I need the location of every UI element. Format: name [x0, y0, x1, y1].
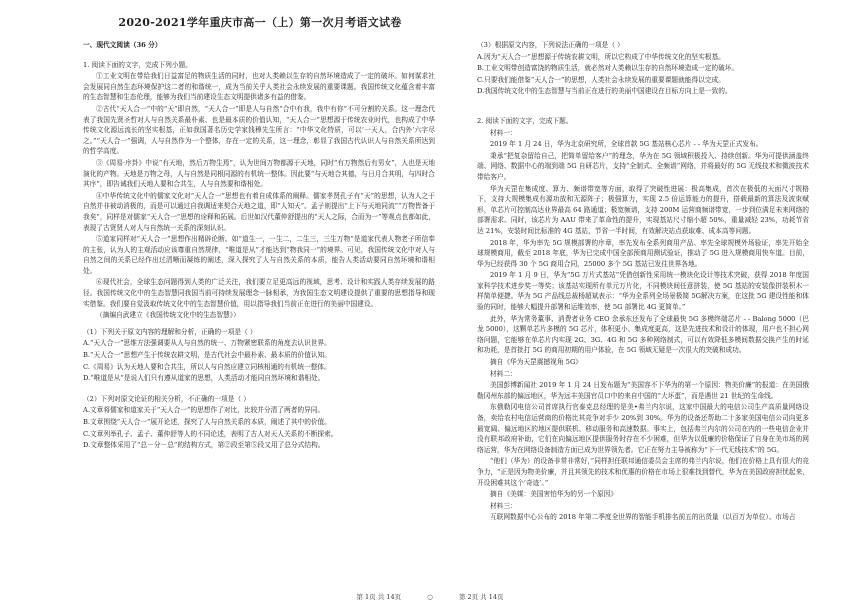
- material-paragraph: “他们（华为）的设备非常非常好，”同样担任联邦通信委员会主席的弗兰内尔说，他们在价格上具有很大的竞争力，“正是因为物美价廉，并且其领先的技术和优惠的价格在市场上很难找到替代，华为在美国政府担忧起来，开设困难其这个‘奇迹’。”: [477, 457, 809, 487]
- material-label: 材料三：: [490, 501, 517, 510]
- sub-question-stem: （1）下列关于原文内容的理解和分析，正确的一项是（ ）: [83, 327, 257, 336]
- sub-question-stem: （3）根据原文内容，下列说法正确的一项是（ ）: [477, 41, 624, 49]
- exam-title: 2020-2021学年重庆市高一（上）第一次月考语文试卷: [118, 16, 402, 29]
- material-paragraph: 此外，华为常务董事、消费者业务 CEO 余承东还发布了全球最快 5G 多模终端芯片 - - Balong 5000（巴龙 5000），这颗单芯片多模的 5G 芯片，体积更小、集成度更高，这是先进技术和设计的体现，用户也不担心网络问题，它能够在单芯片内实现 2G、3G、4G 和 5G 多种网络制式，可以有效降低多模间数据交换产生的时延和功耗，是首批打 5G 的商用初期的用户体验，在 5G 领域无疑是一次很大的突破和成功。: [477, 314, 809, 355]
- option-d: D.我国传统文化中的生态智慧与当前正在进行的美丽中国建设在目标方向上是一致的。: [477, 87, 732, 96]
- option-b: B.“天人合一”思想产生于传统农耕文明，是古代社会中最朴素、最本质的价值认知。: [83, 351, 331, 360]
- option-b: B.文章围绕“天人合一”展开论述，探究了人与自然关系的本质，阐述了其中的价值。: [83, 418, 331, 426]
- page-footer: [0, 592, 860, 601]
- option-a: A.“天人合一”思维方法强调要从人与自然的统一、万物紧密联系的角度去认识世界。: [83, 339, 331, 348]
- option-a: A.因为“天人合一”思想源于传统农耕文明，所以它构成了中华传统文化的坚实根基。: [477, 52, 725, 61]
- material-paragraph: 2019 年 1 月 9 日，华为“5G 万片式基站”凭借创新性采用统一模块化设计等技术突破，获得 2018 年度国家科学技术进步奖一等奖；该基站实现所有单元万片化，不同模块间任意拼装，使 5G 基站的安装像拼装积木一样简单便捷。华为 5G 产品线总裁杨超斌表示：“华为全系列全场景极简 5G解决方案，在这批 5G 建设性能和体验的同时，能够大幅提升部署和运维效率，使 5G 部署比 4G 更简单。”: [477, 271, 809, 312]
- material-paragraph: 华为天罡在集成度、算力、频谱带宽等方面，取得了突破性进展：极高集成，首次在极低的天面尺寸规格下，支持大规模集成有源功放和无源阵子；极强算力，实现 2.5 倍运算能力的提升，搭载最新的算法及波束赋形，单芯片可控制高达业界最高 64 路通道；极宽频谱，支持 200M 运营商频谱带宽，一步到位满足未来网络的部署需求。同时，该芯片为 AAU 带来了革命性的提升，实现基站尺寸缩小超 50%，重量减轻 23%，功耗节省达 21%，安装时间比标准的 4G 基站，节省一半时间，有效解决站点获取难、成本高等问题。: [477, 184, 809, 235]
- option-c: C.文章列举孔子、孟子、董仲舒等人的不同论述，表明了古人对天人关系的不断探索。: [83, 429, 338, 438]
- option-c: C.《周易》认为天地人要和合共生，所以人与自然应建立同核相通的有机统一整体。: [83, 362, 331, 371]
- option-a: A.文章将儒家和道家关于“天人合一”的思想作了对比，比较并分清了两者的异同。: [83, 406, 325, 415]
- passage-source: （摘编自武建立《我国传统文化中的生态智慧》）: [96, 311, 240, 320]
- option-c: C.只要我们能借鉴“天人合一”的思想，人类社会永续发展的重要课题就能得以完成。: [477, 75, 725, 84]
- right-column: [477, 40, 809, 524]
- passage-paragraph: ②古代“天人合一”中的“天”即自然，“天人合一”即是人与自然“合中有我，我中有你”不可分割的关系。这一理念代表了我国先贤圣哲对人与自然关系最朴素、也是最本质的价值认知，“天人合一”思想源于传统农业时代，也构成了中华传统文化源远流长的坚实根基，正如我国著名历史学家钱穆先生所言：“中华文化特质，可以‘一天人，合内外’六字尽之。”“天人合一”强调，人与自然作为一个整体，存在一定的关系，这一理念，彰显了我国古代认识人与自然关系所达到的哲学高度。: [83, 104, 435, 156]
- option-d: D.文章整体采用了“总－分－总”的结构方式，第②段至第⑤段又用了总分式结构。: [83, 441, 325, 450]
- passage-paragraph: ③《周易·序卦》中说“有天地，然后万物生焉”，认为世间万物都源于天地，同时“有万物然后有男女”，人也是天地演化的产物。天地是万物之母，人与自然是同根同源的有机统一整体。因此要“与天地合其德，与日月合其明，与四时合其序”，即告诫我们天地人要和合共生，人与自然要和谐相处。: [83, 158, 435, 189]
- option-b: B.工业文明带创造富饶的物质生活，就必然对人类赖以生存的自然环境造成一定的破坏。: [477, 64, 739, 73]
- page-number-right: 第 2页 共 14页: [458, 593, 504, 601]
- material-paragraph: 东俄勒冈电信公司首席执行官泰克总经理的是美•弗兰内尔说，这家中国最大的电信公司生产高质量网络设备，卖给农村电信运营商的价格比其竞争对手少 20%到 30%。华为的设备还帮助二十多家美国电信公司向更多最宽阔、偏远地区的地区提供联机、移动服务和高速数据。事实上，包括弗兰内尔的公司在内的一些电信企业并没有联邦政府补助，它们在向偏远地区提供服务时存在不少困难，但华为以低廉的价格保证了自身在美市场的网络运营，华为在网络设备制造方面已成为世界领先者。它正在努力主导被称为“下一代无线技术”的 5G。: [477, 403, 809, 454]
- left-column: [83, 40, 435, 452]
- passage-paragraph: ⑥现代社会，全球生态问题得到人类的广泛关注，我们要立足更高远的视域，思考、设计和实践人类存续发展的路径。我国传统文化中的生态智慧同我国当前可持续发展理念一脉相承，为我国生态文明建设提供了重要的思想指导和现实借鉴。我们要自觉汲取传统文化中的生态智慧价值，用以指导我们当前正在进行的美丽中国建设。: [83, 278, 435, 308]
- material-label: 材料一：: [490, 128, 517, 137]
- material-source: 摘自《华为天罡震撼视角 5G》: [490, 358, 582, 367]
- passage-paragraph: ①工业文明在带给我们日益富足的物质生活的同时，也对人类赖以生存的自然环境造成了一定的破坏。如何谋求社会发展同自然生态环境保护这二者的和谐统一，成为当前关乎人类社会永续发展的重要课题。我国传统文化蕴含着丰富的生态智慧和生态伦理，能够为我们当前建设生态文明提供诸多有益的借鉴。: [83, 72, 435, 102]
- passage-paragraph: ⑤道家同样对“天人合一”思想作出精辟论断。如“道生一，一生二，二生三，三生万物”是道家代表人物老子所信奉的主张，认为人的主观活动应该尊重自然规律，“唯道是从”才能达到“物我同一”的境界。可见，我国传统文化中对人与自然之间的关系已经作出过清晰而凝练的阐述，深入探究了人与自然关系的本质，能告人类活动要同自然环境和谐相处。: [83, 235, 435, 275]
- material-paragraph: 2019 年 1 月 24 日，华为北京研究所，全球首款 5G 基站核心芯片 - - 华为天罡正式发布。: [490, 140, 763, 149]
- question-2-intro: 2. 阅读下面的文字，完成下题。: [477, 116, 573, 125]
- material-label: 材料二：: [490, 369, 517, 378]
- page-separator-icon: ○: [427, 593, 433, 601]
- section-heading: 一、现代文阅读（36 分）: [83, 41, 162, 49]
- question-1-intro: 1. 阅读下面的文字，完成下列小题。: [83, 60, 192, 69]
- sub-question-stem: （2）下列对原文论证的相关分析，不正确的一项是（ ）: [83, 394, 250, 403]
- material-paragraph: 秉承“把复杂留给自己，把简单留给客户”的理念，华为在 5G 领域积极投入、持续创新。华为可提供涵盖终端、网络、数据中心的端到端 5G 自研芯片，支持“全制式、全频谱”网络，并将最好的 5G 无线技术和微波技术带给客户。: [477, 151, 809, 181]
- option-d: D.“唯道是从”是说人们只有遵从道家的思想，人类活动才能同自然环境和谐相处。: [83, 374, 325, 383]
- material-paragraph: 美国彭博新闻社 2019 年 1 月 24 日发布题为“美国容不下华为的第一个原因：物美价廉”的报道：在美国俄勒冈州东部的偏远地区，华为远丰美国官员口中的来自中国的“大坏蛋”，而是遇世 21 世纪的生命线。: [477, 381, 809, 400]
- passage-paragraph: ④中华传统文化中的儒家文化对“天人合一”思想也有着自成体系的阐释。儒家孝贤孔子有“天”的思想，认为人之于自然并非被动消极的，而是可以通过自我调适来契合天地之道，即“人知天”。孟子则提出“上下与天地同流”“万物皆备于我矣”，同样是对儒家“天人合一”思想的诠释和拓展。后世如汉代董仲舒提出的“天人之际，合而为一”等观点也都如此，表现了古贤贤人对人与自然统一关系的深刻认识。: [83, 191, 435, 232]
- page-number-left: 第 1页 共 14页: [356, 593, 402, 601]
- material-paragraph: 互联网数据中心公布的 2018 年第二季度全世界的智能手机排名前五的出货量（以百万为单位）、市场占: [490, 513, 796, 522]
- material-paragraph: 2018 年，华为率先 5G 规模部署的序章，率先发布全系列商用产品、率先全球规模外场验证，率先开始全球规模商用，截至 2018 年底，华为已完成中国全部预商用测试验证，推动了 5G 进入规模商用快车道。目前，华为已经获得 30 个 5G 商用合同，25000 多个 5G 基站已发往世界各地。: [477, 238, 809, 268]
- material-source: 摘自《美媒：美国害怕华为的另一个原因》: [490, 490, 618, 499]
